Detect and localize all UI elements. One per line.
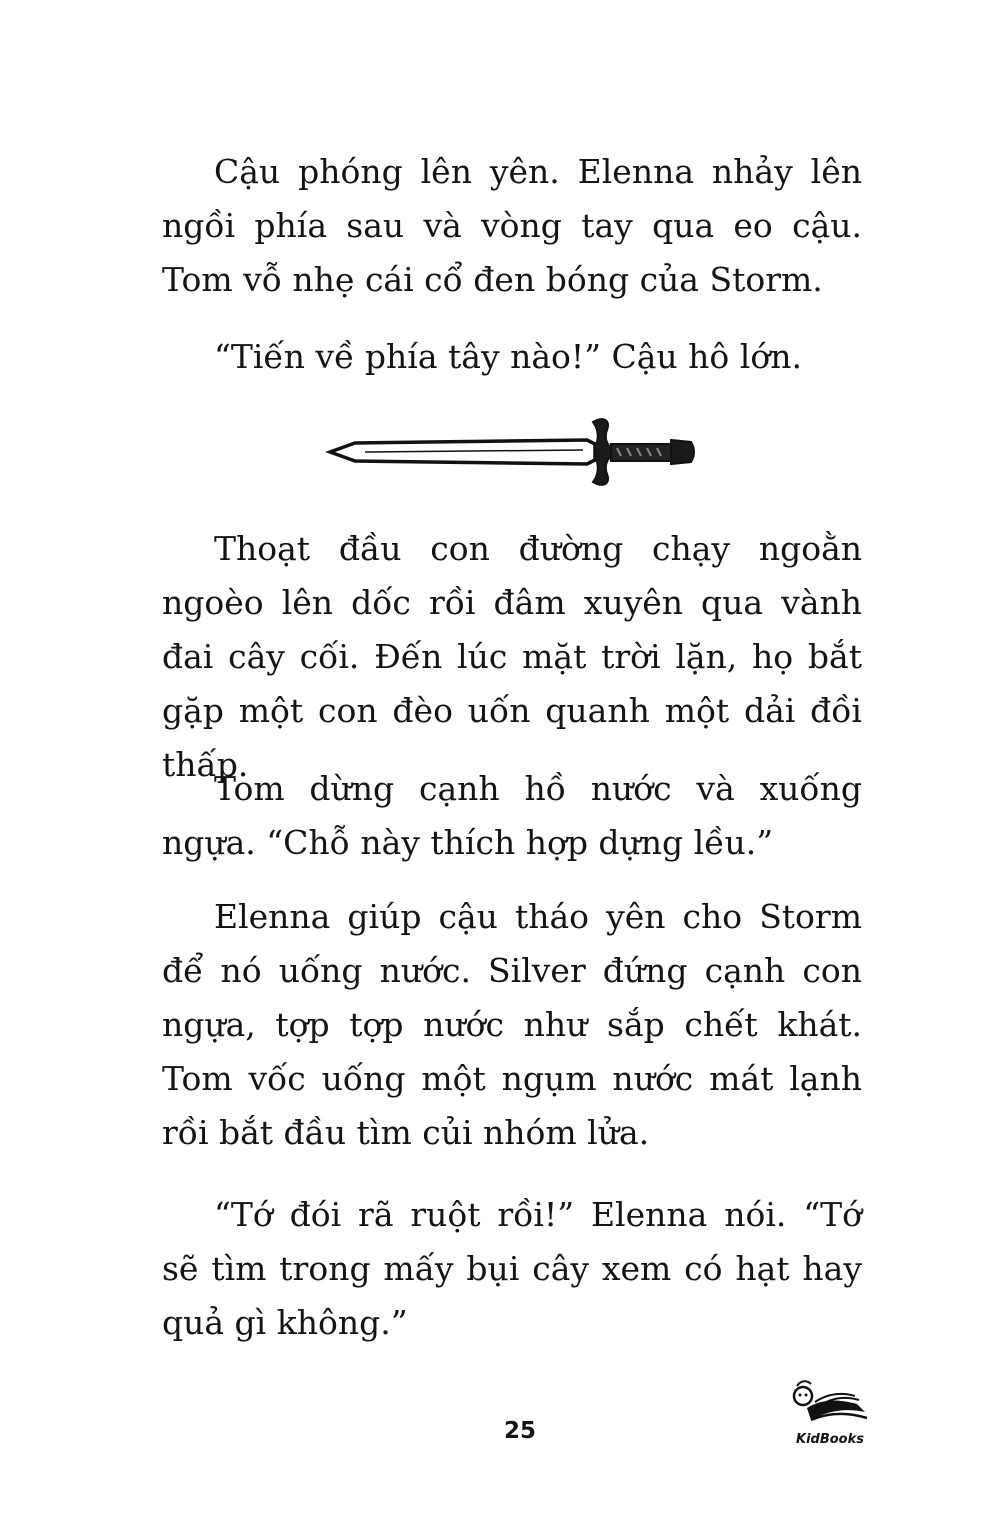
- page-number: 25: [503, 1418, 536, 1444]
- publisher-logo-text: KidBooks: [796, 1432, 864, 1447]
- paragraph-3: Thoạt đầu con đường chạy ngoằn ngoèo lên dốc rồi đâm xuyên qua vành đai cây cối. Đến lúc mặt trời lặn, họ bắt gặp một con đèo uốn quanh một dải đồi thấp.: [162, 529, 862, 784]
- paragraph-6: “Tớ đói rã ruột rồi!” Elenna nói. “Tớ sẽ tìm trong mấy bụi cây xem có hạt hay quả gì không.”: [162, 1195, 862, 1342]
- paragraph-2: “Tiến về phía tây nào!” Cậu hô lớn.: [214, 337, 802, 376]
- sword-divider-icon: [325, 412, 705, 492]
- paragraph-4: Tom dừng cạnh hồ nước và xuống ngựa. “Chỗ này thích hợp dựng lều.”: [162, 769, 862, 862]
- paragraph-1: Cậu phóng lên yên. Elenna nhảy lên ngồi phía sau và vòng tay qua eo cậu. Tom vỗ nhẹ cái cổ đen bóng của Storm.: [162, 152, 862, 299]
- paragraph-5: Elenna giúp cậu tháo yên cho Storm để nó uống nước. Silver đứng cạnh con ngựa, tợp tợp nước như sắp chết khát. Tom vốc uống một ngụm nước mát lạnh rồi bắt đầu tìm củi nhóm lửa.: [162, 897, 862, 1152]
